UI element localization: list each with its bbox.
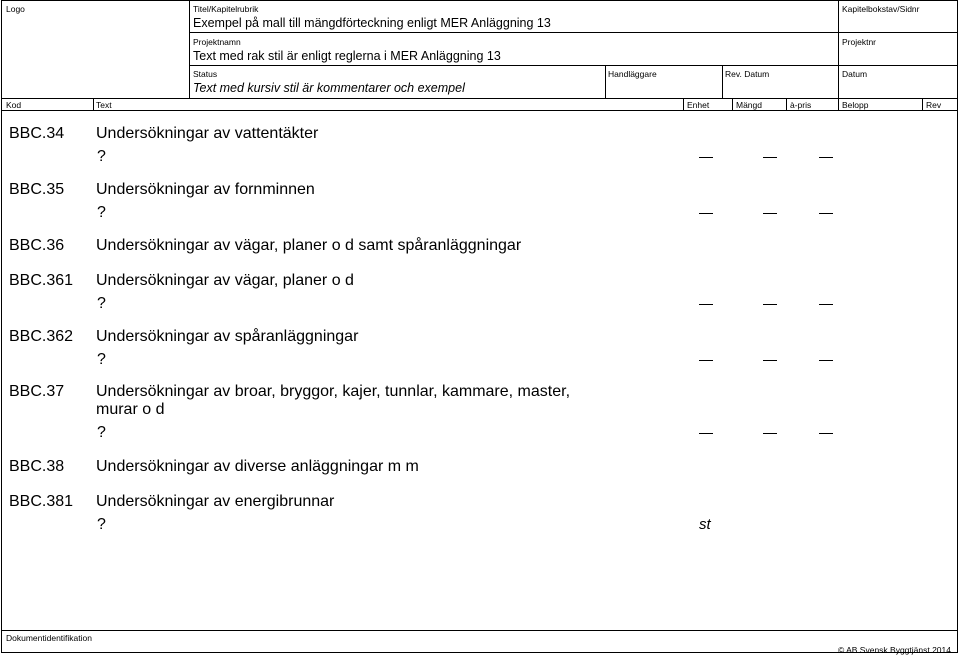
date-label: Datum [842,69,868,79]
row-text: Undersökningar av vägar, planer o d [96,272,354,289]
rev-date-label: Rev. Datum [725,69,770,79]
dash-mangd [763,304,777,305]
row-placeholder: ? [97,424,106,441]
col-divider-enhet [683,98,684,110]
col-header-rev: Rev [926,100,942,110]
col-header-belopp: Belopp [842,100,869,110]
row-text: Undersökningar av vattentäkter [96,125,319,142]
row-code: BBC.34 [9,125,65,142]
header-divider-rev [722,65,723,98]
col-divider-mangd [732,98,733,110]
status-label: Status [193,69,218,79]
project-name: Text med rak stil är enligt reglerna i MER Anläggning 13 [193,49,501,63]
dash-mangd [763,213,777,214]
col-header-mangd: Mängd [736,100,762,110]
row-placeholder: ? [97,148,106,165]
header-line-3 [1,98,957,99]
dash-mangd [763,360,777,361]
row-code: BBC.381 [9,493,74,510]
row-code: BBC.361 [9,272,74,289]
row-text-continued: murar o d [96,401,165,418]
row-unit: st [699,516,711,533]
header-line-1 [189,32,957,33]
header-divider-logo [189,0,190,98]
chapter-label: Kapitelbokstav/Sidnr [842,4,920,14]
dash-enhet [699,433,713,434]
logo-label: Logo [6,4,25,14]
row-code: BBC.38 [9,458,65,475]
row-placeholder: ? [97,204,106,221]
copyright: © AB Svensk Byggtjänst 2014 [837,645,951,655]
row-text: Undersökningar av spåranläggningar [96,328,359,345]
row-code: BBC.362 [9,328,74,345]
row-text: Undersökningar av vägar, planer o d samt spåranläggningar [96,237,522,254]
dash-enhet [699,157,713,158]
status-text: Text med kursiv stil är kommentarer och exempel [193,81,465,95]
dash-apris [819,360,833,361]
col-divider-rev [922,98,923,110]
header-line-2 [189,65,957,66]
doc-id-label: Dokumentidentifikation [6,633,92,643]
dash-apris [819,213,833,214]
dash-enhet [699,360,713,361]
dash-mangd [763,433,777,434]
col-header-kod: Kod [6,100,22,110]
column-header-bottom-line [1,110,957,111]
dash-enhet [699,213,713,214]
dash-apris [819,304,833,305]
row-code: BBC.36 [9,237,65,254]
row-placeholder: ? [97,516,106,533]
project-name-label: Projektnamn [193,37,241,47]
project-no-label: Projektnr [842,37,877,47]
header-divider-chapter [838,0,839,98]
row-placeholder: ? [97,351,106,368]
col-header-apris: à-pris [790,100,812,110]
col-divider-text [93,98,94,110]
row-code: BBC.37 [9,383,65,400]
row-text: Undersökningar av fornminnen [96,181,315,198]
col-header-enhet: Enhet [687,100,710,110]
row-placeholder: ? [97,295,106,312]
header-divider-handler [605,65,606,98]
footer-line [1,630,957,631]
col-divider-belopp [838,98,839,110]
row-code: BBC.35 [9,181,65,198]
dash-mangd [763,157,777,158]
row-text: Undersökningar av broar, bryggor, kajer, tunnlar, kammare, master, [96,383,571,400]
dash-enhet [699,304,713,305]
col-header-text: Text [96,100,112,110]
row-text: Undersökningar av energibrunnar [96,493,335,510]
dash-apris [819,433,833,434]
row-text: Undersökningar av diverse anläggningar m m [96,458,419,475]
col-divider-apris [786,98,787,110]
title-label: Titel/Kapitelrubrik [193,4,259,14]
dash-apris [819,157,833,158]
handler-label: Handläggare [608,69,657,79]
page-title: Exempel på mall till mängdförteckning enligt MER Anläggning 13 [193,16,551,30]
